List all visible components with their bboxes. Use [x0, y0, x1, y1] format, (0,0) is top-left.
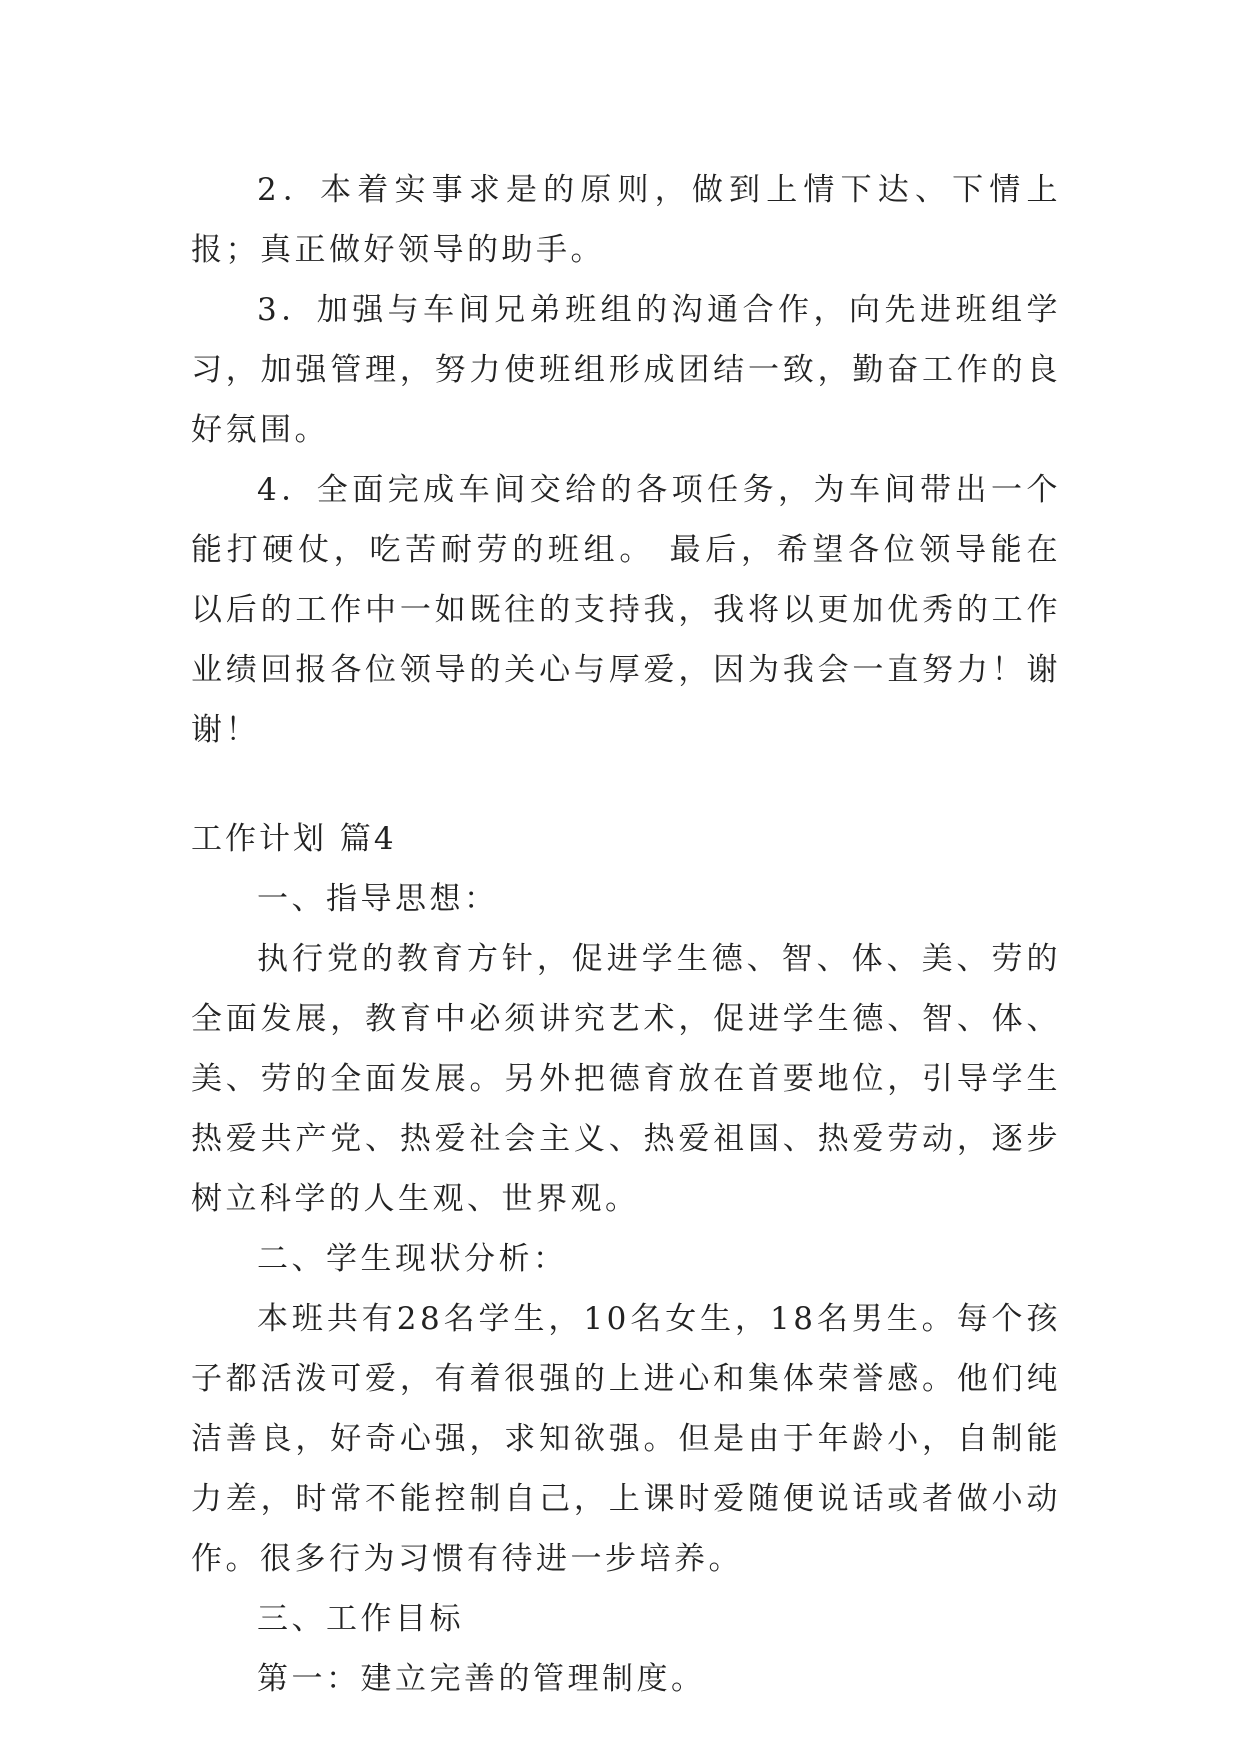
student-status-heading: 二、学生现状分析： — [257, 1241, 568, 1277]
section-heading: 工作计划 篇4 — [191, 821, 397, 857]
first-goal-text: 第一：建立完善的管理制度。 — [257, 1661, 706, 1697]
student-status-text: 本班共有28名学生，10名女生，18名男生。每个孩子都活泼可爱，有着很强的上进心和集体荣誉感。他们纯洁善良，好奇心强，求知欲强。但是由于年龄小，自制能力差，时常不能控制自己，上课时爱随便说话或者做小动作。很多行为习惯有待进一步培养。 — [191, 1301, 1061, 1577]
paragraph-item-2: 2．本着实事求是的原则，做到上情下达、下情上报；真正做好领导的助手。 — [191, 172, 1061, 268]
paragraph-item-4: 4．全面完成车间交给的各项任务，为车间带出一个能打硬仗，吃苦耐劳的班组。 最后，希望各位领导能在以后的工作中一如既往的支持我，我将以更加优秀的工作业绩回报各位领导的关心与厚爱，因为我会一直努力！谢谢！ — [191, 472, 1061, 748]
guiding-ideas-text: 执行党的教育方针，促进学生德、智、体、美、劳的全面发展，教育中必须讲究艺术，促进学生德、智、体、美、劳的全面发展。另外把德育放在首要地位，引导学生热爱共产党、热爱社会主义、热爱祖国、热爱劳动，逐步树立科学的人生观、世界观。 — [191, 941, 1061, 1217]
work-goals-heading: 三、工作目标 — [257, 1601, 464, 1637]
paragraph-item-3: 3．加强与车间兄弟班组的沟通合作，向先进班组学习，加强管理，努力使班组形成团结一致，勤奋工作的良好氛围。 — [191, 292, 1061, 448]
document-body — [191, 160, 1061, 1709]
guiding-ideas-heading: 一、指导思想： — [257, 881, 499, 917]
